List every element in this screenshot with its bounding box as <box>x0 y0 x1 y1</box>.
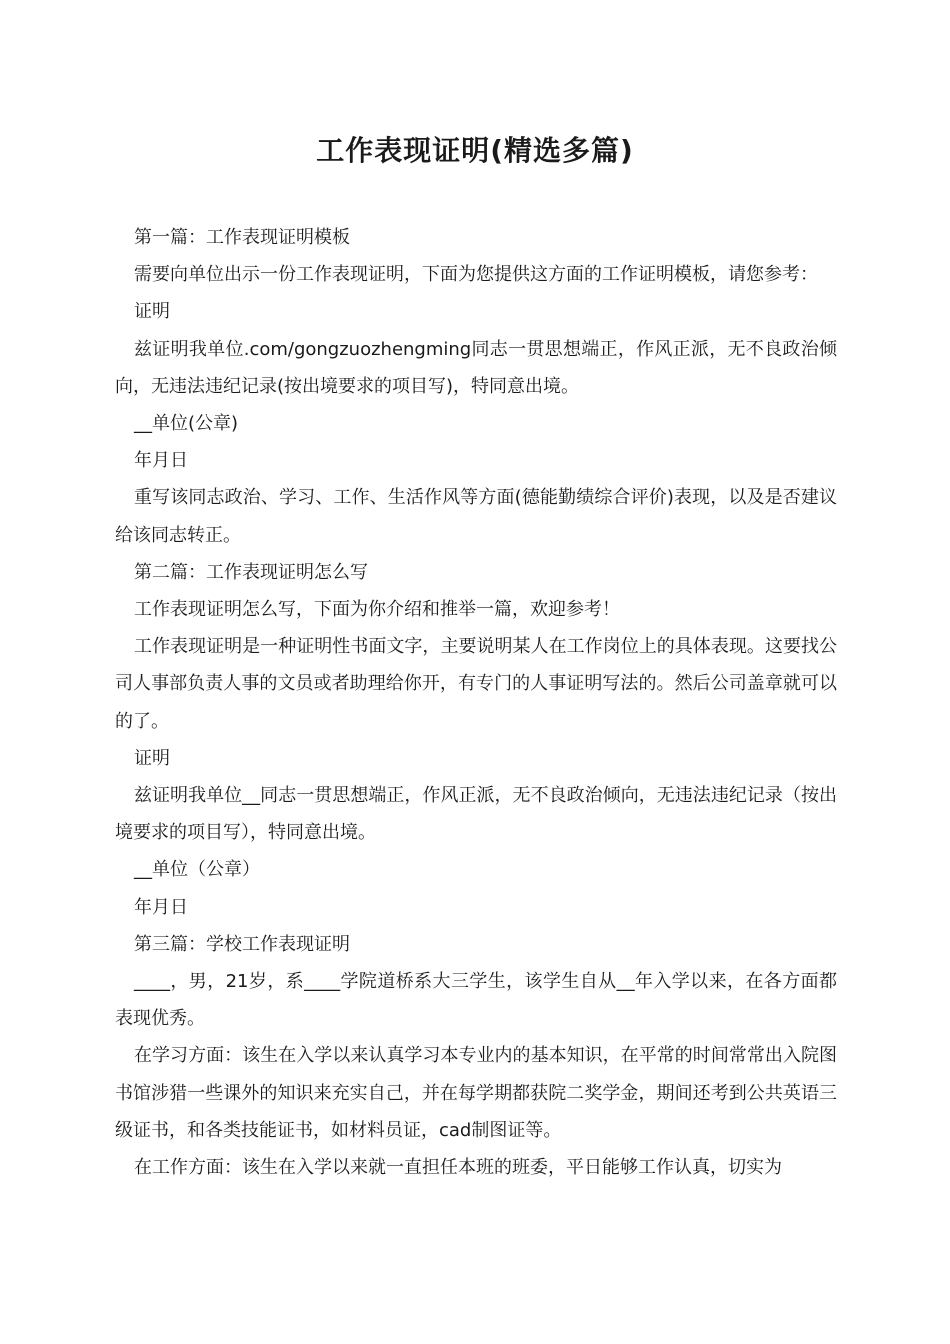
section-heading-2: 第二篇：工作表现证明怎么写 <box>134 561 368 583</box>
paragraph: 重写该同志政治、学习、工作、生活作风等方面(德能勤绩综合评价)表现，以及是否建议给该同志转正。 <box>115 487 837 546</box>
paragraph: 需要向单位出示一份工作表现证明，下面为您提供这方面的工作证明模板，请您参考： <box>134 264 818 286</box>
paragraph: ____，男，21岁，系____学院道桥系大三学生，该学生自从__年入学以来，在各方面都表现优秀。 <box>115 971 837 1030</box>
unit-seal-line: __单位(公章) <box>134 413 239 435</box>
section-heading-1: 第一篇：工作表现证明模板 <box>134 227 350 248</box>
date-line: 年月日 <box>134 896 188 918</box>
paragraph: 兹证明我单位.com/gongzuozhengming同志一贯思想端正，作风正派，无不良政治倾向，无违法违纪记录(按出境要求的项目写)，特同意出境。 <box>115 338 837 397</box>
document-title: 工作表现证明(精选多篇) <box>316 134 634 167</box>
paragraph: 工作表现证明怎么写，下面为你介绍和推举一篇，欢迎参考！ <box>134 599 620 621</box>
paragraph: 工作表现证明是一种证明性书面文字，主要说明某人在工作岗位上的具体表现。这要找公司人事部负责人事的文员或者助理给你开，有专门的人事证明写法的。然后公司盖章就可以的了。 <box>115 636 837 732</box>
certificate-heading: 证明 <box>134 301 170 323</box>
date-line: 年月日 <box>134 450 188 472</box>
paragraph: 兹证明我单位__同志一贯思想端正，作风正派，无不良政治倾向，无违法违纪记录（按出境要求的项目写），特同意出境。 <box>115 785 837 844</box>
unit-seal-line: __单位（公章） <box>134 859 260 881</box>
paragraph: 在工作方面：该生在入学以来就一直担任本班的班委，平日能够工作认真，切实为 <box>134 1157 782 1179</box>
document-body <box>115 219 837 1186</box>
paragraph: 在学习方面：该生在入学以来认真学习本专业内的基本知识，在平常的时间常常出入院图书馆涉猎一些课外的知识来充实自己，并在每学期都获院二奖学金，期间还考到公共英语三级证书，和各类技能证书，如材料员证，cad制图证等。 <box>115 1045 837 1141</box>
section-heading-3: 第三篇：学校工作表现证明 <box>134 933 350 955</box>
certificate-heading: 证明 <box>134 747 170 769</box>
